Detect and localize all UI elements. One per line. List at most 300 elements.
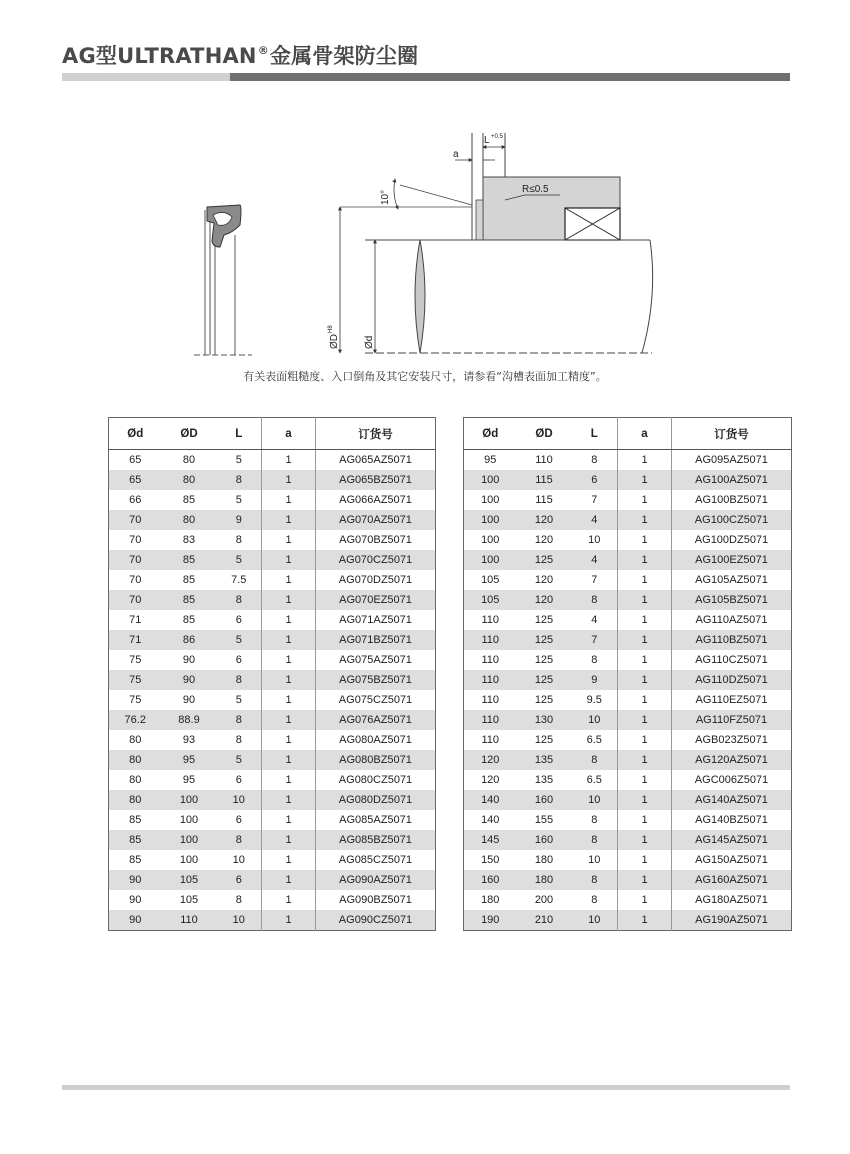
table-row [109,730,436,750]
cell-width-L: 7.5 [217,570,262,590]
cell-inner-diameter: 105 [464,590,517,610]
installation-diagram [180,125,660,365]
cell-order-number: AG145AZ5071 [672,830,792,850]
cell-inner-diameter: 110 [464,670,517,690]
cell-outer-diameter: 125 [534,734,554,746]
cell-order-number: AG110DZ5071 [672,670,792,690]
footer-rule [62,1085,790,1090]
cell-order-number: AG100DZ5071 [694,534,769,546]
cell-a: 1 [618,530,672,550]
cell-outer-diameter: 200 [534,894,554,906]
table-row [109,650,436,670]
table-row [464,650,792,670]
cell-outer-diameter: 120 [517,590,572,610]
header-rule-dark [230,73,790,81]
cell-a: 1 [262,790,316,810]
cell-inner-diameter: 65 [129,454,142,466]
table-row [464,850,792,870]
cell-a: 1 [262,550,316,570]
cell-order-number: AG100CZ5071 [672,510,792,530]
cell-outer-diameter: 90 [162,670,217,690]
label-a: a [453,149,459,160]
col-header-a: a [618,418,672,450]
cell-order-number: AG070EZ5071 [316,590,436,610]
table-row [109,590,436,610]
cell-a: 1 [618,550,672,570]
table-row [464,510,792,530]
cell-order-number: AG180AZ5071 [695,894,768,906]
cell-outer-diameter: 210 [517,910,572,931]
cell-inner-diameter: 70 [129,534,142,546]
table-header-row [109,418,436,450]
cell-inner-diameter: 70 [109,550,162,570]
cell-inner-diameter: 95 [484,454,497,466]
col-header-D: ØD [517,418,572,450]
cell-inner-diameter: 85 [129,854,142,866]
cell-outer-diameter: 120 [534,574,554,586]
table-row [464,790,792,810]
cell-width-L: 8 [572,890,618,910]
table-row [109,810,436,830]
cell-inner-diameter: 145 [464,830,517,850]
cell-width-L: 6 [217,610,262,630]
table-row [464,750,792,770]
cell-a: 1 [618,790,672,810]
seal-section-icon [194,205,252,355]
cell-a: 1 [262,590,316,610]
cell-a: 1 [262,890,316,910]
cell-outer-diameter: 105 [179,894,199,906]
cell-inner-diameter: 100 [481,494,500,506]
cell-width-L: 10 [572,910,618,931]
cell-outer-diameter: 120 [534,534,554,546]
cell-width-L: 10 [572,850,618,870]
cell-inner-diameter: 190 [464,910,517,931]
cell-width-L: 5 [217,450,262,471]
cell-inner-diameter: 75 [109,670,162,690]
cell-inner-diameter: 105 [481,574,500,586]
cell-a: 1 [262,690,316,710]
table-row [109,630,436,650]
cell-outer-diameter: 100 [179,814,199,826]
col-header-a: a [262,418,316,450]
cell-width-L: 8 [217,830,262,850]
cell-a: 1 [262,770,316,790]
cell-a: 1 [618,830,672,850]
cell-width-L: 7 [572,570,618,590]
cell-width-L: 8 [572,750,618,770]
cell-order-number: AG100AZ5071 [672,470,792,490]
table-row [109,850,436,870]
table-row [109,710,436,730]
cell-width-L: 6.5 [572,730,618,750]
cell-width-L: 8 [572,810,618,830]
cell-inner-diameter: 110 [464,710,517,730]
cell-outer-diameter: 85 [162,550,217,570]
cell-width-L: 4 [572,610,618,630]
table-row [109,910,436,931]
cell-order-number: AG090AZ5071 [316,870,436,890]
cell-inner-diameter: 85 [109,830,162,850]
cell-a: 1 [262,730,316,750]
cell-outer-diameter: 125 [517,670,572,690]
label-L: L [484,135,490,146]
cell-width-L: 4 [572,510,618,530]
cell-a: 1 [262,610,316,630]
cell-order-number: AG160AZ5071 [672,870,792,890]
cell-order-number: AG085BZ5071 [316,830,436,850]
table-row [109,530,436,550]
cell-inner-diameter: 110 [481,654,500,666]
cell-a: 1 [262,710,316,730]
cell-a: 1 [262,450,316,471]
cell-outer-diameter: 80 [162,510,217,530]
cell-outer-diameter: 125 [534,654,554,666]
cell-inner-diameter: 71 [109,630,162,650]
cell-width-L: 9 [572,670,618,690]
cell-inner-diameter: 180 [481,894,500,906]
cell-order-number: AG071BZ5071 [316,630,436,650]
table-row [109,830,436,850]
cell-inner-diameter: 75 [129,694,142,706]
col-header-d: Ød [464,418,517,450]
cell-order-number: AGB023Z5071 [695,734,768,746]
parts-table-right [463,417,792,931]
cell-inner-diameter: 80 [109,790,162,810]
cell-order-number: AG100EZ5071 [672,550,792,570]
title-prefix: AG型ULTRATHAN [62,44,257,68]
shaft-section [365,240,653,353]
cell-width-L: 8 [217,730,262,750]
cell-a: 1 [618,810,672,830]
cell-width-L: 8 [217,710,262,730]
table-row [464,910,792,931]
table-row [109,490,436,510]
table-row [464,470,792,490]
col-header-L: L [217,418,262,450]
table-row [109,750,436,770]
cell-outer-diameter: 100 [179,854,199,866]
cell-inner-diameter: 110 [481,734,500,746]
cell-inner-diameter: 140 [481,814,500,826]
cell-outer-diameter: 85 [182,614,196,626]
cell-order-number: AG140BZ5071 [695,814,768,826]
label-outer-fit: H8 [328,325,334,333]
table-row [464,690,792,710]
cell-outer-diameter: 130 [517,710,572,730]
table-row [464,710,792,730]
cell-width-L: 6 [217,810,262,830]
cell-order-number: AG070AZ5071 [316,510,436,530]
cell-a: 1 [618,650,672,670]
cell-outer-diameter: 105 [162,870,217,890]
cell-outer-diameter: 85 [162,590,217,610]
parts-table-left [108,417,436,931]
title-suffix: 金属骨架防尘圈 [269,44,419,68]
table-row [464,670,792,690]
cell-outer-diameter: 160 [517,830,572,850]
cell-order-number: AG065AZ5071 [339,454,412,466]
cell-inner-diameter: 65 [109,470,162,490]
cell-outer-diameter: 120 [517,510,572,530]
cell-order-number: AG110FZ5071 [672,710,792,730]
cell-width-L: 8 [217,470,262,490]
cell-a: 1 [262,470,316,490]
cell-width-L: 9.5 [572,690,618,710]
cell-outer-diameter: 80 [182,454,196,466]
col-header-order-no: 订货号 [316,418,436,450]
cell-inner-diameter: 100 [481,534,500,546]
cell-width-L: 10 [572,530,618,550]
table-row [464,890,792,910]
page-title [62,40,418,70]
col-header-D: ØD [162,418,217,450]
cell-order-number: AG066AZ5071 [339,494,412,506]
table-row [109,510,436,530]
cell-outer-diameter: 180 [517,870,572,890]
cell-a: 1 [618,670,672,690]
cell-inner-diameter: 70 [109,590,162,610]
cell-inner-diameter: 90 [129,894,142,906]
col-header-L: L [572,418,618,450]
label-angle: 10° [380,189,391,205]
cell-a: 1 [618,770,672,790]
cell-a: 1 [262,510,316,530]
cell-order-number: AG110CZ5071 [695,654,768,666]
cell-order-number: AG110AZ5071 [695,614,768,626]
cell-a: 1 [618,450,672,471]
cell-width-L: 5 [217,690,262,710]
cell-order-number: AG090CZ5071 [316,910,436,931]
cell-inner-diameter: 80 [109,750,162,770]
cell-order-number: AG070DZ5071 [338,574,413,586]
cell-a: 1 [618,710,672,730]
cell-outer-diameter: 110 [535,454,553,466]
cell-width-L: 8 [217,890,262,910]
cell-a: 1 [262,850,316,870]
cell-order-number: AG075AZ5071 [339,654,412,666]
label-outer-diameter: ØD [329,334,340,349]
table-row [464,830,792,850]
cell-order-number: AG110BZ5071 [672,630,792,650]
table-row [109,470,436,490]
cell-outer-diameter: 125 [517,630,572,650]
cell-inner-diameter: 100 [464,550,517,570]
cell-order-number: AG071AZ5071 [339,614,412,626]
cell-inner-diameter: 90 [109,870,162,890]
cell-order-number: AG090BZ5071 [339,894,412,906]
table-row [109,610,436,630]
cell-outer-diameter: 115 [517,470,572,490]
table-row [464,770,792,790]
cell-a: 1 [618,850,672,870]
cell-order-number: AG080DZ5071 [316,790,436,810]
cell-width-L: 6 [572,470,618,490]
cell-order-number: AG150AZ5071 [695,854,768,866]
cell-order-number: AG080AZ5071 [339,734,412,746]
cell-order-number: AG095AZ5071 [695,454,768,466]
cell-a: 1 [618,610,672,630]
cell-a: 1 [262,830,316,850]
cell-a: 1 [262,570,316,590]
cell-width-L: 10 [217,850,262,870]
cell-inner-diameter: 80 [129,734,142,746]
table-row [464,450,792,471]
cell-inner-diameter: 76.2 [109,710,162,730]
table-row [464,610,792,630]
table-row [464,870,792,890]
cell-width-L: 7 [572,490,618,510]
cell-outer-diameter: 110 [162,910,217,931]
cell-a: 1 [618,870,672,890]
cell-a: 1 [262,630,316,650]
cell-inner-diameter: 85 [129,814,142,826]
cell-width-L: 8 [572,650,618,670]
cell-outer-diameter: 180 [534,854,554,866]
table-row [464,630,792,650]
cell-a: 1 [618,470,672,490]
cell-order-number: AG105BZ5071 [672,590,792,610]
cell-outer-diameter: 125 [534,694,554,706]
cell-width-L: 8 [572,590,618,610]
col-header-d: Ød [109,418,162,450]
cell-inner-diameter: 90 [109,910,162,931]
cell-order-number: AG075CZ5071 [338,694,413,706]
cell-width-L: 8 [572,450,618,471]
cell-inner-diameter: 75 [129,654,142,666]
cell-outer-diameter: 85 [182,574,196,586]
cell-width-L: 8 [217,590,262,610]
cell-width-L: 6.5 [572,770,618,790]
cell-a: 1 [618,570,672,590]
cell-a: 1 [262,750,316,770]
cell-width-L: 8 [217,530,262,550]
cell-inner-diameter: 70 [109,510,162,530]
cell-order-number: AG105AZ5071 [695,574,768,586]
table-row [109,890,436,910]
cell-a: 1 [618,690,672,710]
cell-outer-diameter: 95 [162,750,217,770]
cell-outer-diameter: 86 [162,630,217,650]
cell-outer-diameter: 90 [182,654,196,666]
label-inner-diameter: Ød [364,335,375,349]
cell-outer-diameter: 90 [182,694,196,706]
cell-a: 1 [262,870,316,890]
table-row [464,530,792,550]
cell-inner-diameter: 160 [464,870,517,890]
cell-inner-diameter: 110 [464,630,517,650]
cell-a: 1 [618,910,672,931]
cell-order-number: AG110EZ5071 [695,694,768,706]
cell-width-L: 6 [217,770,262,790]
table-row [464,570,792,590]
cell-outer-diameter: 93 [182,734,196,746]
cell-width-L: 5 [217,550,262,570]
table-row [109,790,436,810]
cell-a: 1 [262,490,316,510]
cell-order-number: AG070CZ5071 [316,550,436,570]
cell-a: 1 [262,910,316,931]
cell-a: 1 [618,630,672,650]
cell-order-number: AG085AZ5071 [339,814,412,826]
cell-order-number: AG075BZ5071 [316,670,436,690]
header-rule-light [62,73,230,81]
table-row [109,550,436,570]
cell-width-L: 10 [572,710,618,730]
cell-width-L: 8 [572,870,618,890]
cell-width-L: 5 [217,750,262,770]
table-row [464,490,792,510]
cell-outer-diameter: 88.9 [162,710,217,730]
cell-width-L: 5 [217,630,262,650]
cell-a: 1 [262,810,316,830]
cell-width-L: 5 [217,490,262,510]
cell-order-number: AG080CZ5071 [338,774,413,786]
cell-a: 1 [262,530,316,550]
cell-width-L: 7 [572,630,618,650]
table-row [109,770,436,790]
cell-width-L: 6 [217,870,262,890]
registered-mark: ® [257,44,269,57]
cell-a: 1 [618,490,672,510]
table-row [464,590,792,610]
table-row [464,810,792,830]
diagram-caption: 有关表面粗糙度、入口倒角及其它安装尺寸，请参看“沟槽表面加工精度”。 [243,370,607,383]
cell-inner-diameter: 70 [129,574,142,586]
cell-outer-diameter: 80 [162,470,217,490]
cell-width-L: 8 [217,670,262,690]
table-row [464,550,792,570]
cell-outer-diameter: 83 [182,534,196,546]
cell-a: 1 [262,650,316,670]
cell-order-number: AG140AZ5071 [672,790,792,810]
table-row [109,870,436,890]
cell-order-number: AG085CZ5071 [338,854,413,866]
table-row [109,670,436,690]
cell-order-number: AG120AZ5071 [672,750,792,770]
table-row [109,450,436,471]
cell-width-L: 4 [572,550,618,570]
cell-width-L: 10 [217,790,262,810]
cell-outer-diameter: 125 [517,550,572,570]
cell-inner-diameter: 110 [481,694,500,706]
table-header-row [464,418,792,450]
cell-outer-diameter: 115 [535,494,553,506]
table-row [464,730,792,750]
label-radius: R≤0.5 [522,184,549,195]
cell-width-L: 6 [217,650,262,670]
cell-outer-diameter: 135 [534,774,554,786]
cell-inner-diameter: 80 [129,774,142,786]
cell-order-number: AG076AZ5071 [316,710,436,730]
cell-inner-diameter: 100 [464,510,517,530]
table-row [109,570,436,590]
cell-inner-diameter: 120 [481,774,500,786]
cell-order-number: AG190AZ5071 [672,910,792,931]
cell-order-number: AG080BZ5071 [316,750,436,770]
cell-width-L: 8 [572,830,618,850]
cell-order-number: AG065BZ5071 [316,470,436,490]
cell-width-L: 10 [217,910,262,931]
label-L-tolerance: +0.5 [491,134,503,140]
cell-outer-diameter: 100 [162,790,217,810]
cell-a: 1 [618,890,672,910]
cell-inner-diameter: 120 [464,750,517,770]
cell-inner-diameter: 150 [481,854,500,866]
cell-outer-diameter: 155 [534,814,554,826]
table-row [109,690,436,710]
cell-width-L: 9 [217,510,262,530]
